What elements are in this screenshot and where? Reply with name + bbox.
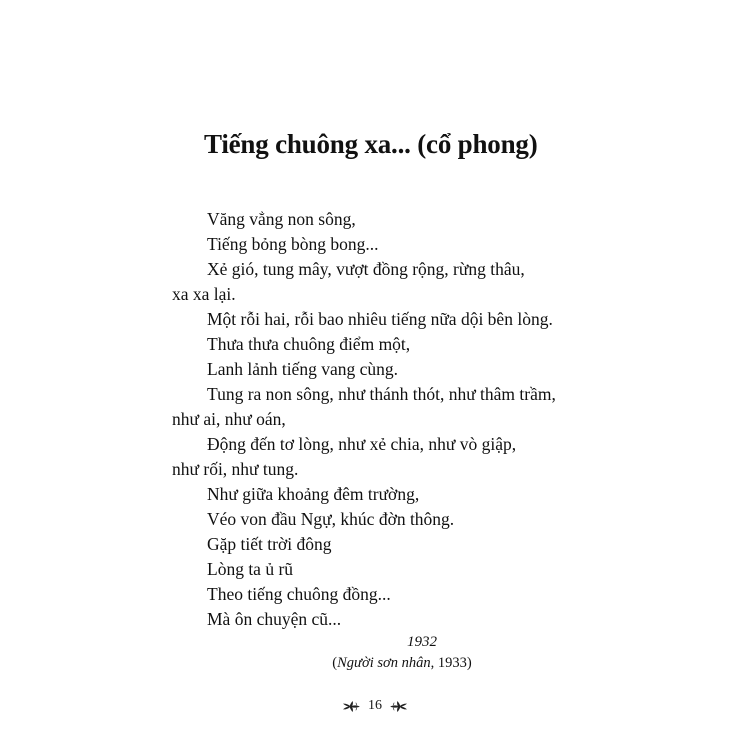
poem-line: Tiếng bỏng bòng bong... (207, 234, 379, 254)
attribution-year: 1932 (407, 634, 437, 650)
page-title: Tiếng chuông xa... (cổ phong) (204, 129, 538, 159)
poem-line: Theo tiếng chuông đồng... (207, 584, 391, 604)
attribution-source (172, 653, 632, 674)
page-footer (0, 698, 750, 714)
poem-line: Lanh lảnh tiếng vang cùng. (207, 359, 398, 379)
page-number: 16 (368, 698, 382, 713)
poem-line: Véo von đầu Ngự, khúc đờn thông. (207, 509, 455, 529)
attribution-block (172, 632, 632, 674)
poem-line: Văng vẳng non sông, (207, 209, 356, 229)
poem-line: Thưa thưa chuông điểm một, (207, 334, 411, 354)
poem-line: Tung ra non sông, như thánh thót, như thâm trầm, (207, 384, 556, 404)
leaf-fleuron-icon (389, 700, 409, 713)
leaf-fleuron-icon (341, 700, 361, 713)
poem-line: xa xa lại. (172, 284, 236, 304)
poem-line: Như giữa khoảng đêm trường, (207, 484, 420, 504)
poem-line: Động đến tơ lòng, như xẻ chia, như vò giập, (207, 434, 517, 454)
poem-line: Mà ôn chuyện cũ... (207, 609, 342, 629)
poem-line: Xẻ gió, tung mây, vượt đồng rộng, rừng thâu, (207, 259, 525, 279)
poem-line: như rối, như tung. (172, 459, 299, 479)
attribution-open-paren: ( (332, 655, 338, 671)
attribution-source-year: , 1933) (430, 655, 472, 671)
poem-line: như ai, như oán, (172, 409, 286, 429)
poem-line: Gặp tiết trời đông (207, 534, 332, 554)
poem-body (172, 207, 632, 632)
poem-line: Một rỗi hai, rỗi bao nhiêu tiếng nữa dội bên lòng. (207, 309, 553, 329)
attribution-source-title: Người sơn nhân (337, 655, 431, 671)
poem-line: Lòng ta ủ rũ (207, 559, 294, 579)
